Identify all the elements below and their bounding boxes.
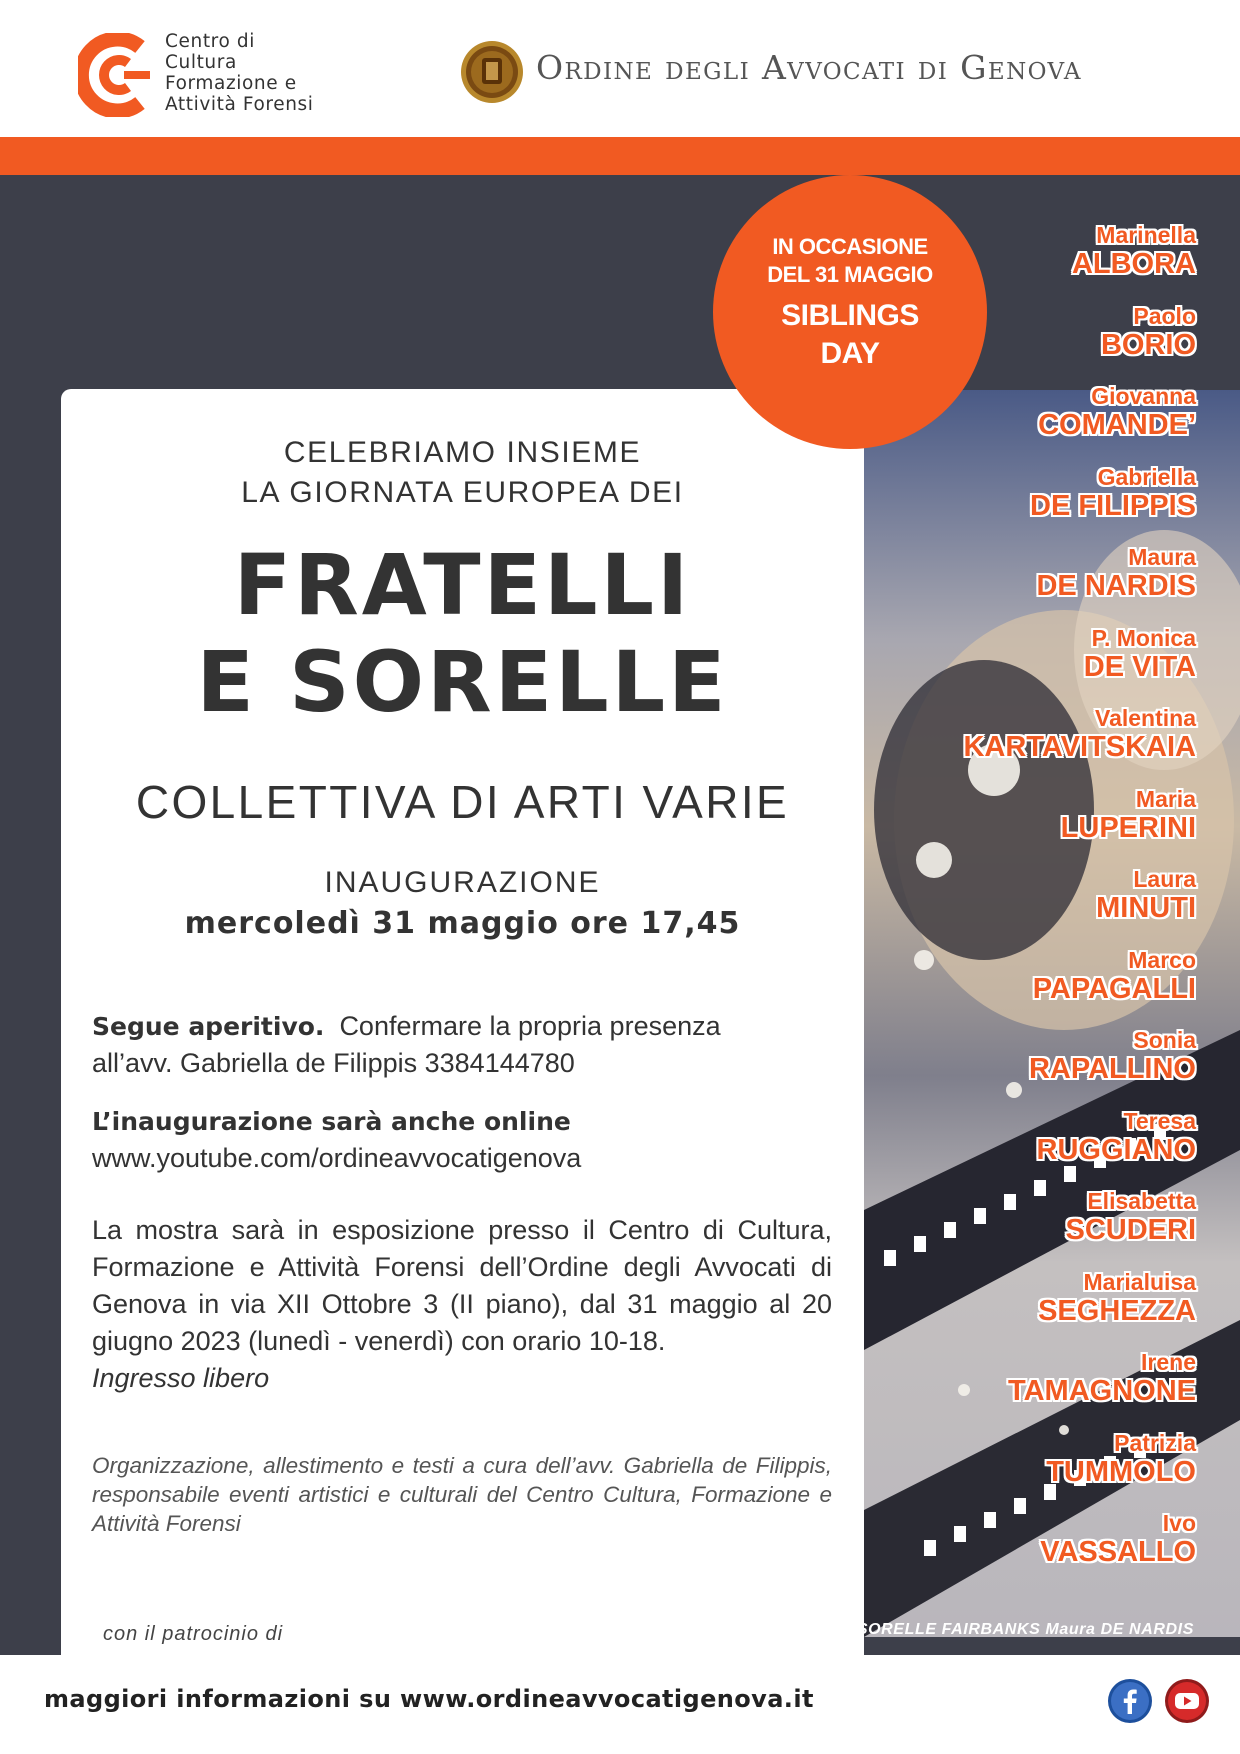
artist-item: [866, 1349, 1196, 1430]
ingresso-libero: Ingresso libero: [92, 1363, 270, 1393]
mostra-text-1: La mostra sarà in esposizione presso il Centro di Cultura, Formazione e Attività Forensi dell’Ordine degli Avvocati di Genova in via XII Ottobre 3 (II piano), dal: [92, 1215, 832, 1319]
badge-line-2: DEL 31 MAGGIO: [767, 262, 933, 287]
youtube-icon[interactable]: [1164, 1678, 1210, 1724]
aperitivo-paragraph: [92, 1008, 832, 1082]
mostra-date-2: 20 giugno: [92, 1289, 832, 1356]
intro-line-1: CELEBRIAMO INSIEME: [283, 436, 642, 469]
aperitivo-contact: all’avv. Gabriella de Filippis 3384144780: [92, 1048, 575, 1078]
header: [0, 0, 1240, 137]
artist-item: [866, 786, 1196, 867]
online-paragraph: [92, 1103, 832, 1177]
subtitle: COLLETTIVA DI ARTI VARIE: [135, 776, 790, 828]
artist-first-name: Teresa: [1123, 1107, 1196, 1134]
logo-line: Cultura: [165, 52, 237, 73]
artist-first-name: Marialuisa: [1083, 1268, 1196, 1295]
artist-item: [866, 383, 1196, 464]
artist-first-name: Sonia: [1133, 1027, 1196, 1053]
badge-line-4: DAY: [820, 337, 880, 370]
artist-item: [866, 1188, 1196, 1269]
artist-first-name: Valentina: [1095, 705, 1196, 731]
artist-last-name: RUGGIANO: [1036, 1133, 1196, 1166]
artist-last-name: LUPERINI: [1060, 811, 1196, 844]
artist-item: [866, 705, 1196, 786]
artist-last-name: TUMMOLO: [1046, 1455, 1196, 1488]
artist-first-name: Marco: [1128, 946, 1196, 973]
artist-last-name: MINUTI: [1096, 892, 1196, 924]
artist-last-name: PAPAGALLI: [1032, 972, 1196, 1005]
artist-last-name: DE VITA: [1083, 650, 1196, 683]
artist-item: [866, 947, 1196, 1028]
artist-first-name: Ivo: [1162, 1510, 1196, 1536]
artist-item: [866, 222, 1196, 303]
mostra-text-2: 2023 (lunedì - venerdì) con orario 10-18.: [180, 1326, 666, 1356]
artist-first-name: Patrizia: [1114, 1429, 1196, 1456]
logo-line: Centro di: [165, 31, 255, 52]
artist-item: [866, 464, 1196, 545]
artist-last-name: SCUDERI: [1065, 1214, 1196, 1246]
artist-last-name: BORIO: [1100, 328, 1196, 361]
ordine-title: Ordine degli Avvocati di Genova: [536, 48, 1082, 87]
artist-last-name: TAMAGNONE: [1008, 1375, 1196, 1407]
artist-first-name: Paolo: [1133, 302, 1196, 329]
centro-cultura-logo: [78, 33, 150, 117]
artist-first-name: Giovanna: [1091, 383, 1196, 409]
ordine-seal-icon: [460, 40, 524, 104]
artist-item: [866, 544, 1196, 625]
artist-last-name: RAPALLINO: [1028, 1053, 1196, 1085]
aperitivo-text: Confermare la propria presenza: [339, 1011, 721, 1041]
inaugurazione-date: mercoledì 31 maggio ore 17,45: [184, 906, 741, 941]
mostra-al: al: [769, 1289, 791, 1319]
artist-first-name: Irene: [1141, 1349, 1196, 1375]
online-url[interactable]: www.youtube.com/ordineavvocatigenova: [92, 1143, 582, 1173]
artist-item: [866, 1269, 1196, 1350]
footer-info[interactable]: maggiori informazioni su www.ordineavvocatigenova.it: [44, 1685, 814, 1713]
orange-bar: [0, 137, 1240, 175]
title-line-2: E SORELLE: [196, 633, 729, 731]
facebook-icon[interactable]: [1107, 1678, 1153, 1724]
artist-first-name: Maria: [1135, 785, 1196, 812]
centro-cultura-text: [165, 31, 355, 115]
artist-last-name: DE NARDIS: [1036, 570, 1196, 602]
artist-last-name: KARTAVITSKAIA: [963, 731, 1196, 763]
inaugurazione-label: INAUGURAZIONE: [324, 866, 601, 899]
artist-first-name: Laura: [1133, 866, 1196, 892]
footer: [0, 1655, 1240, 1754]
artist-first-name: Elisabetta: [1087, 1188, 1196, 1214]
organizzazione-note: Organizzazione, allestimento e testi a cura dell’avv. Gabriella de Filippis, responsabile eventi artistici e culturali del Centro Cultura, Formazione e Attività Forensi: [92, 1453, 832, 1536]
artist-last-name: VASSALLO: [1040, 1536, 1196, 1568]
artist-item: [866, 1108, 1196, 1189]
logo-line: Attività Forensi: [165, 94, 314, 115]
aperitivo-bold: Segue aperitivo.: [92, 1012, 325, 1041]
badge-line-3: SIBLINGS: [781, 299, 919, 332]
logo-line: Formazione e: [165, 73, 297, 94]
patrocinio-label: con il patrocinio di: [103, 1623, 284, 1645]
artist-first-name: Marinella: [1096, 222, 1196, 248]
mostra-date-1: 31 maggio: [627, 1289, 758, 1319]
artist-item: [866, 866, 1196, 947]
intro-line-2: LA GIORNATA EUROPEA DEI: [241, 476, 684, 509]
artist-list: [866, 222, 1196, 1591]
badge-line-1: IN OCCASIONE: [772, 234, 928, 259]
main-area: [0, 175, 1240, 1655]
artist-item: [866, 625, 1196, 706]
online-bold: L’inaugurazione sarà anche online: [92, 1107, 571, 1136]
artist-first-name: P. Monica: [1091, 624, 1196, 651]
artist-item: [866, 303, 1196, 384]
artist-first-name: Maura: [1128, 544, 1196, 570]
mostra-paragraph: [92, 1212, 832, 1397]
artwork-caption: SORELLE FAIRBANKS Maura DE NARDIS: [856, 1621, 1194, 1638]
artist-item: [866, 1510, 1196, 1591]
artist-last-name: COMANDE’: [1038, 409, 1196, 441]
title-line-1: FRATELLI: [233, 536, 692, 634]
artist-item: [866, 1430, 1196, 1511]
artist-last-name: DE FILIPPIS: [1030, 489, 1196, 522]
artist-last-name: SEGHEZZA: [1038, 1294, 1196, 1327]
artist-first-name: Gabriella: [1097, 463, 1196, 490]
artist-item: [866, 1027, 1196, 1108]
artist-last-name: ALBORA: [1071, 248, 1196, 280]
